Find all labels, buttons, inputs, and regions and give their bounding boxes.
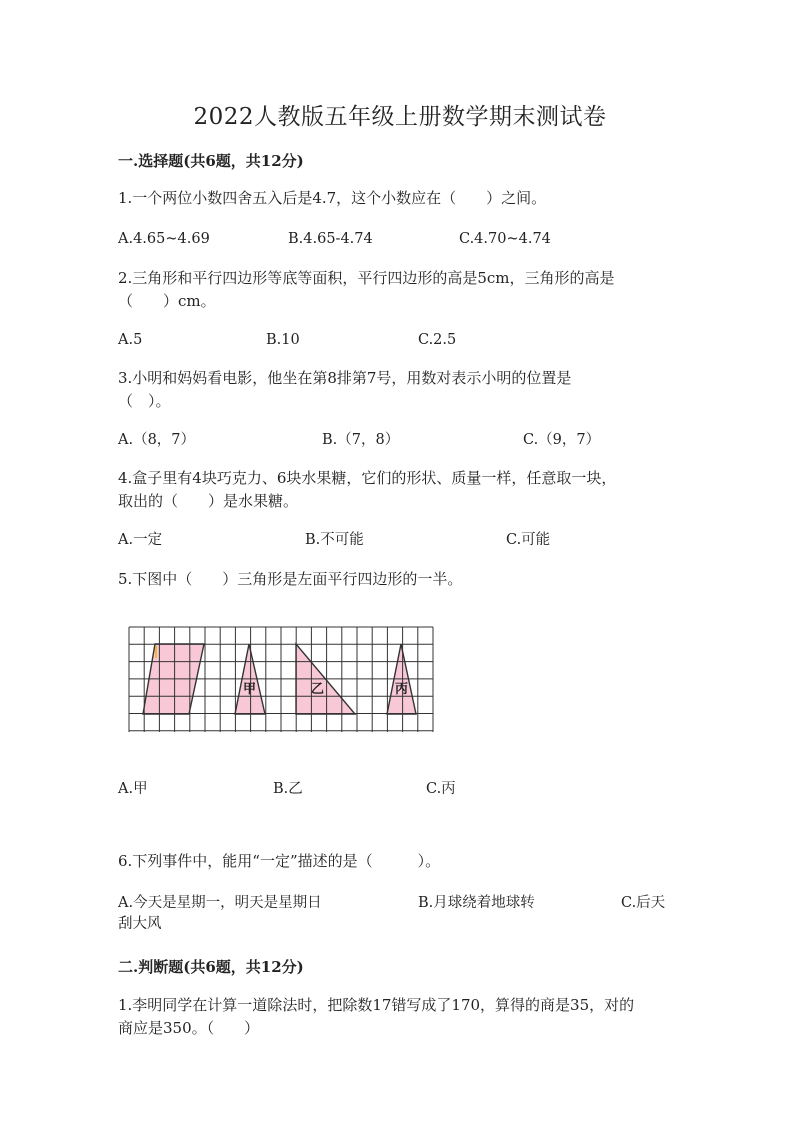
question-5-text: 5.下图中（ ）三角形是左面平行四边形的一半。 (118, 570, 463, 588)
q2-option-b: B.10 (266, 332, 300, 348)
question-1-text: 1.一个两位小数四舍五入后是4.7，这个小数应在（ ）之间。 (118, 189, 547, 207)
q3-option-b: B.（7，8） (322, 432, 400, 448)
q2-option-a: A.5 (118, 332, 143, 348)
q5-option-a: A.甲 (118, 781, 148, 797)
judgment-1-text: 1.李明同学在计算一道除法时，把除数17错写成了170，算得的商是35，对的 (118, 996, 635, 1014)
q5-option-c: C.丙 (426, 781, 456, 797)
q1-option-a: A.4.65~4.69 (118, 231, 210, 247)
label-bing: 丙 (395, 682, 409, 697)
q4-option-b: B.不可能 (305, 532, 364, 548)
grid-lines (129, 627, 433, 732)
question-6-text: 6.下列事件中，能用“一定”描述的是（ ）。 (118, 852, 441, 870)
q1-option-b: B.4.65-4.74 (288, 231, 373, 247)
q3-option-a: A.（8，7） (118, 432, 196, 448)
section-heading-choice: 一.选择题(共6题，共12分) (118, 152, 304, 170)
label-jia: 甲 (243, 682, 257, 697)
question-3-text: 3.小明和妈妈看电影，他坐在第8排第7号，用数对表示小明的位置是 (118, 369, 572, 387)
question-2-text: 2.三角形和平行四边形等底等面积，平行四边形的高是5cm，三角形的高是 (118, 269, 615, 287)
label-yi: 乙 (311, 682, 325, 697)
q6-option-c-wrap: 刮大风 (118, 916, 162, 932)
q6-option-b: B.月球绕着地球转 (418, 895, 535, 911)
q1-option-c: C.4.70~4.74 (459, 231, 551, 247)
section-heading-judgment: 二.判断题(共6题，共12分) (118, 958, 304, 976)
question-4-text: 4.盒子里有4块巧克力、6块水果糖，它们的形状、质量一样，任意取一块， (118, 469, 617, 487)
q2-option-c: C.2.5 (418, 332, 457, 348)
grid-figure (128, 626, 434, 732)
q6-option-a: A.今天是星期一，明天是星期日 (118, 895, 322, 911)
q3-option-c: C.（9，7） (523, 432, 601, 448)
q5-option-b: B.乙 (273, 781, 303, 797)
q4-option-c: C.可能 (506, 532, 551, 548)
question-2-text-line2: （ ）cm。 (118, 292, 216, 310)
q4-option-a: A.一定 (118, 532, 163, 548)
question-3-text-line2: （ ）。 (118, 392, 171, 410)
judgment-1-text-line2: 商应是350。（ ） (118, 1019, 260, 1037)
q6-option-c: C.后天 (621, 895, 666, 911)
question-4-text-line2: 取出的（ ）是水果糖。 (118, 492, 299, 510)
page-title: 2022人教版五年级上册数学期末测试卷 (193, 104, 607, 130)
